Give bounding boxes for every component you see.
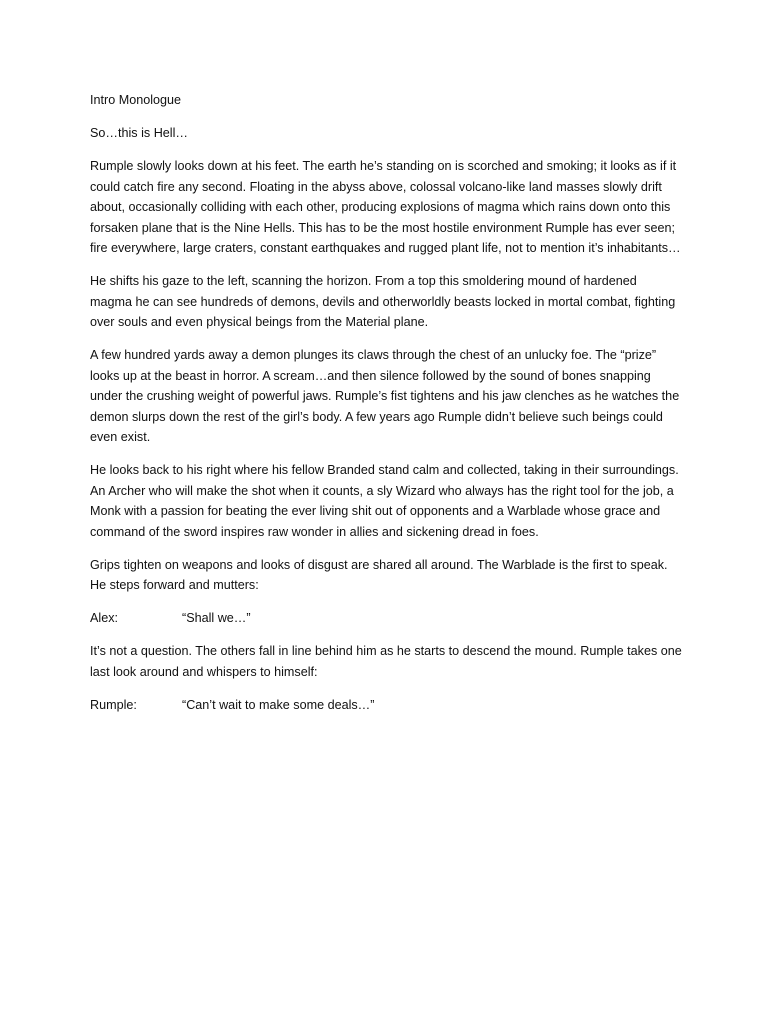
paragraph: Rumple slowly looks down at his feet. The earth he’s standing on is scorched and smoking; it looks as if it could catch fire any second. Floating in the abyss above, colossal volcano-like land masses slowly drift about, occasionally colliding with each other, producing explosions of magma which rains down onto this forsaken plane that is the Nine Hells. This has to be the most hostile environment Rumple has ever seen; fire everywhere, large craters, constant earthquakes and rugged plant life, not to mention it’s inhabitants… [90, 159, 681, 255]
paragraph: He looks back to his right where his fellow Branded stand calm and collected, taking in their surroundings. An Archer who will make the shot when it counts, a sly Wizard who always has the right tool for the job, a Monk with a passion for beating the ever living shit out of opponents and a Warblade whose grace and command of the sword inspires raw wonder in allies and sickening dread in foes. [90, 463, 679, 539]
document-heading: Intro Monologue [90, 93, 182, 107]
opening-line: So…this is Hell… [90, 126, 188, 140]
spoken-line: “Shall we…” [182, 611, 251, 625]
speaker-name: Alex: [90, 611, 118, 625]
speaker-name: Rumple: [90, 697, 137, 712]
dialogue-line [90, 695, 682, 716]
paragraph: It’s not a question. The others fall in line behind him as he starts to descend the mound. Rumple takes one last look around and whispers to himself: [90, 644, 682, 679]
dialogue-line [90, 608, 682, 629]
document-body [90, 90, 682, 728]
paragraph: Grips tighten on weapons and looks of disgust are shared all around. The Warblade is the first to speak. He steps forward and mutters: [90, 557, 668, 592]
paragraph: He shifts his gaze to the left, scanning the horizon. From a top this smoldering mound of hardened magma he can see hundreds of demons, devils and otherworldly beasts locked in mortal combat, fighting over souls and even physical beings from the Material plane. [90, 274, 676, 329]
paragraph: A few hundred yards away a demon plunges its claws through the chest of an unlucky foe. The “prize” looks up at the beast in horror. A scream…and then silence followed by the sound of bones snapping under the crushing weight of powerful jaws. Rumple’s fist tightens and his jaw clenches as he watches the demon slurps down the rest of the girl’s body. A few years ago Rumple didn’t believe such beings could even exist. [90, 348, 680, 444]
spoken-line: “Can’t wait to make some deals…” [182, 697, 375, 712]
